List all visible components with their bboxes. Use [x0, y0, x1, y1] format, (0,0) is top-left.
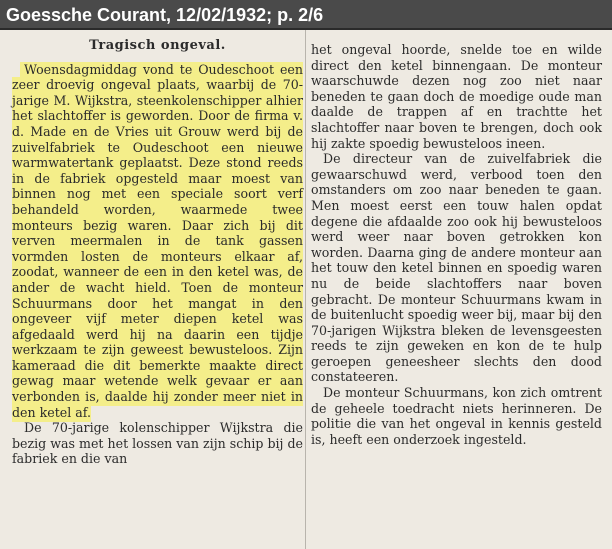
left-column — [12, 38, 303, 467]
right-column — [311, 42, 602, 447]
column-divider — [305, 30, 306, 549]
article-paragraph: het ongeval hoorde, snelde toe en wilde direct den ketel binnengaan. De monteur waarschuwde dezen nog zoo niet naar beneden te gaan doch de moedige oude man daalde de trappen af en trachtte het slachtoffer naar boven te brengen, doch ook hij zakte spoedig bewusteloos ineen. — [311, 42, 602, 151]
article-headline: Tragisch ongeval. — [89, 38, 226, 53]
article-paragraph: De 70-jarige kolenschipper Wijkstra die bezig was met het lossen van zijn schip bij de fabriek en die van — [12, 420, 303, 467]
caption-title: Goessche Courant, 12/02/1932; p. 2/6 — [6, 5, 324, 25]
article-paragraph: De monteur Schuurmans, kon zich omtrent de geheele toedracht niets herinneren. De politie die van het ongeval in kennis gesteld is, heeft een onderzoek ingesteld. — [311, 385, 602, 447]
highlighted-text: Woensdagmiddag vond te Oudeschoot een zeer droevig ongeval plaats, waarbij de 70-jarige M. Wijkstra, steenkolenschipper alhier het slachtoffer is geworden. Door de firma v. d. Made en de Vries uit Grouw werd bij de zuivelfabriek te Oudeschoot een nieuwe warmwatertank geplaatst. Deze stond reeds in de fabriek opgesteld maar moest van binnen nog met een speciale soort verf behandeld worden, waarmede twee monteurs bezig waren. Daar zich bij dit verven meermalen in de tank gassen vormden losten de monteurs elkaar af, zoodat, wanneer de een in den ketel was, de ander de wacht hield. Toen de monteur Schuurmans door het mangat in den ongeveer vijf meter diepen ketel was afgedaald werd hij na daarin een tijdje werkzaam te zijn geweest bewusteloos. Zijn kameraad die dit bemerkte maakte direct gewag maar wetende welk gevaar er aan verbonden is, daalde hij zonder meer niet in den ketel af. — [12, 61, 303, 420]
caption-bar — [0, 0, 612, 30]
article-paragraph-highlighted — [12, 62, 303, 421]
newspaper-clipping — [0, 30, 612, 549]
article-paragraph: De directeur van de zuivelfabriek die gewaarschuwd werd, verbood toen den omstanders om zoo naar beneden te gaan. Men moest eerst een touw halen opdat degene die afdaalde zoo ook hij bewusteloos werd weer naar boven getrokken kon worden. Daarna ging de andere monteur aan het touw den ketel binnen en spoedig waren nu de beide slachtoffers naar boven gebracht. De monteur Schuurmans kwam in de buitenlucht spoedig weer bij, maar bij den 70-jarigen Wijkstra bleken de levensgeesten reeds te zijn geweken en kon de te hulp geroepen geneesheer slechts den dood constateeren. — [311, 151, 602, 385]
